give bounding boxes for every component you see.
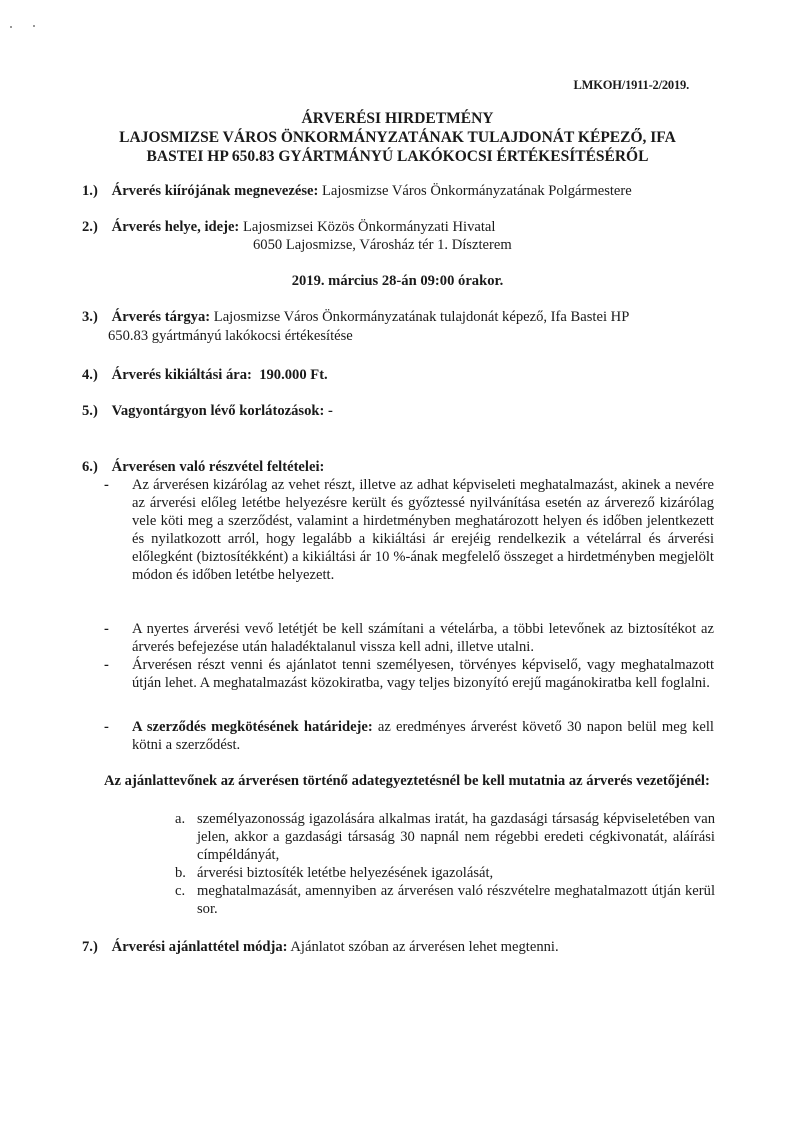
scan-artifact <box>33 25 35 27</box>
scan-artifact <box>10 26 12 28</box>
condition-text: Az árverésen kizárólag az vehet részt, illetve az adhat képviseleti meghatalmazást, akinek a nevére az árverési előleg letétbe helyezésre került és győztessé nyilvánítása esetén az árverező kizárólag vele köti meg a szerződést, valamint a hirdetményben meghatározott helyen és időben jelentkezett és nyilatkozott arról, hogy legalább a kikiáltási ár erejéig rendelkezik a vételárral és árverési előlegként (biztosítékként) a kikiáltási ár 10 %-ának megfelelő összeget a hirdetményben megjelölt módon és időben letétbe helyezett. <box>132 477 714 583</box>
contract-deadline-text <box>132 718 714 754</box>
section-4 <box>82 366 742 384</box>
section-value: Lajosmizse Város Önkormányzatának tulajdonát képező, Ifa Bastei HP <box>213 309 630 325</box>
section-value: Lajosmizse Város Önkormányzatának Polgármestere <box>322 183 632 199</box>
section-2 <box>82 218 742 236</box>
auction-date: 2019. március 28-án 09:00 órakor. <box>291 273 504 289</box>
section-label: Árverési ajánlattétel módja: <box>111 939 288 955</box>
document-subtitle-line1: LAJOSMIZSE VÁROS ÖNKORMÁNYZATÁNAK TULAJDONÁT KÉPEZŐ, IFA <box>119 129 676 146</box>
section-label: Árverés tárgya: <box>111 309 211 325</box>
section-7 <box>82 938 742 956</box>
reference-number: LMKOH/1911-2/2019. <box>573 78 689 92</box>
section-5 <box>82 402 742 420</box>
condition-item <box>104 476 714 584</box>
section-3-value-cont: 650.83 gyártmányú lakókocsi értékesítése <box>108 328 353 344</box>
requirement-item <box>175 882 715 918</box>
section-label: Árverésen való részvétel feltételei: <box>111 459 325 475</box>
condition-item <box>104 656 714 692</box>
dash-bullet: - <box>104 621 109 637</box>
document-subtitle-line2: BASTEI HP 650.83 GYÁRTMÁNYÚ LAKÓKOCSI ÉRTÉKESÍTÉSÉRŐL <box>146 148 649 165</box>
list-marker: c. <box>175 883 186 899</box>
dash-bullet: - <box>104 477 109 493</box>
condition-item <box>104 620 714 656</box>
list-marker: a. <box>175 811 186 827</box>
section-label: Vagyontárgyon lévő korlátozások: <box>111 403 325 419</box>
section-number: 4.) <box>82 367 98 383</box>
requirement-item <box>175 864 715 882</box>
requirement-text: árverési biztosíték letétbe helyezésének igazolását, <box>197 865 494 881</box>
section-number: 7.) <box>82 939 98 955</box>
section-6 <box>82 458 742 476</box>
list-marker: b. <box>175 865 186 881</box>
section-label: Árverés helye, ideje: <box>111 219 240 235</box>
starting-price: 190.000 Ft. <box>259 367 328 383</box>
section-2-address: 6050 Lajosmizse, Városház tér 1. Díszterem <box>253 237 512 253</box>
condition-text: Árverésen részt venni és ajánlatot tenni személyesen, törvényes képviselő, vagy meghatalmazott útján lehet. A meghatalmazást közokiratba, vagy teljes bizonyító erejű magánokiratba kell foglalni. <box>132 657 714 691</box>
section-label: Árverés kikiáltási ára: <box>111 367 252 383</box>
section-value: - <box>328 403 333 419</box>
requirements-heading: Az ajánlattevőnek az árverésen történő adategyeztetésnél be kell mutatnia az árverés vezetőjénél: <box>104 773 710 789</box>
section-label: Árverés kiírójának megnevezése: <box>111 183 319 199</box>
requirement-text: személyazonosság igazolására alkalmas iratát, ha gazdasági társaság képviseletében van jelen, akkor a gazdasági társaság 30 napnál nem régebbi eredeti cégkivonatát, aláírási címpéldányát, <box>197 811 715 863</box>
dash-bullet: - <box>104 719 109 735</box>
section-number: 3.) <box>82 309 98 325</box>
section-3 <box>82 308 742 326</box>
document-title: ÁRVERÉSI HIRDETMÉNY <box>301 110 494 127</box>
section-number: 6.) <box>82 459 98 475</box>
contract-deadline-label: A szerződés megkötésének határideje: <box>132 719 373 735</box>
section-number: 2.) <box>82 219 98 235</box>
requirement-item <box>175 810 715 864</box>
section-value: Lajosmizsei Közös Önkormányzati Hivatal <box>242 219 496 235</box>
section-number: 5.) <box>82 403 98 419</box>
contract-deadline-item <box>104 718 714 754</box>
contract-deadline-value: az eredményes árverést követő 30 napon belül meg kell kötni a szerződést. <box>132 719 714 753</box>
section-number: 1.) <box>82 183 98 199</box>
section-value: Ajánlatot szóban az árverésen lehet megtenni. <box>290 939 559 955</box>
condition-text: A nyertes árverési vevő letétjét be kell számítani a vételárba, a többi letevőnek az biztosítékot az árverés befejezése után haladéktalanul vissza kell adni, illetve utalni. <box>132 621 714 655</box>
section-1 <box>82 182 742 200</box>
dash-bullet: - <box>104 657 109 673</box>
requirement-text: meghatalmazását, amennyiben az árverésen való részvételre meghatalmazott útján kerül sor. <box>197 883 715 917</box>
